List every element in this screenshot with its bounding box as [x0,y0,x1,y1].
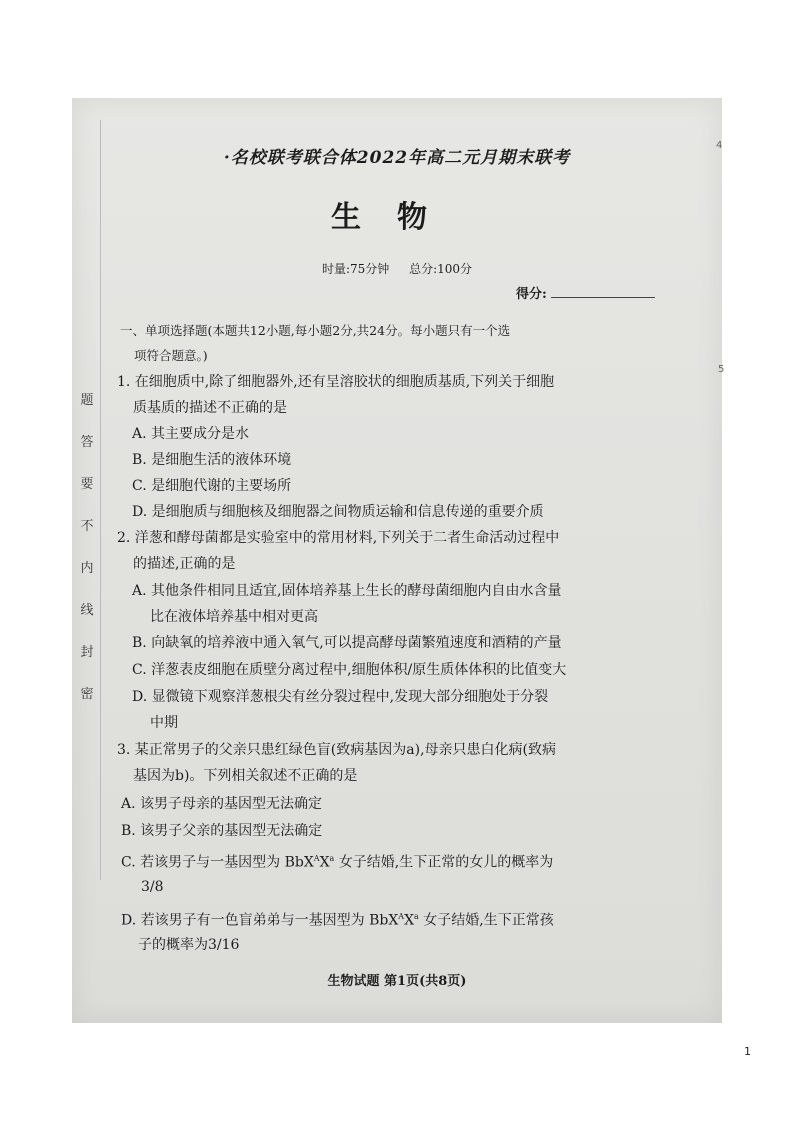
exam-meta [0,260,794,277]
q1-stem: 1. 在细胞质中,除了细胞器外,还有呈溶胶状的细胞质基质,下列关于细胞 [117,374,555,390]
seal-line-warning [79,380,95,716]
seal-char: 答 [80,435,94,450]
q2-option-a: A. 其他条件相同且适宜,固体培养基上生长的酵母菌细胞内自由水含量 [132,583,562,599]
seal-char: 线 [80,603,94,618]
q3-option-b: B. 该男子父亲的基因型无法确定 [121,823,323,839]
q2-stem-cont: 的描述,正确的是 [133,556,236,572]
seal-char: 封 [80,645,94,660]
q2-option-a-cont: 比在液体培养基中相对更高 [150,609,318,625]
section-heading-cont: 项符合题意。) [134,348,208,363]
q2-option-c: C. 洋葱表皮细胞在质壁分离过程中,细胞体积/原生质体体积的比值变大 [132,662,567,678]
page-footer: 生物试题 第1页(共8页) [327,974,467,989]
q2-stem: 2. 洋葱和酵母菌都是实验室中的常用材料,下列关于二者生命活动过程中 [117,530,560,546]
q3-option-c: C. 若该男子与一基因型为 $BbX^AX^a$ 女子结婚,生下正常的女儿的概率为 [121,854,554,871]
section-heading: 一、单项选择题(本题共12小题,每小题2分,共24分。每小题只有一个选 [120,323,511,338]
score-field [516,283,655,302]
q1-option-a: A. 其主要成分是水 [132,426,250,442]
q3-option-c-cont: 3/8 [141,879,164,895]
exam-title: ·名校联考联合体2022年高二元月期末联考 [223,148,571,168]
q3-option-a: A. 该男子母亲的基因型无法确定 [121,796,323,812]
seal-char: 不 [80,519,94,534]
q3-stem: 3. 某正常男子的父亲只患红绿色盲(致病基因为a),母亲只患白化病(致病 [117,742,556,758]
edge-mark: 4 [716,140,723,151]
seal-char: 题 [80,393,94,408]
q3-stem-cont: 基因为b)。下列相关叙述不正确的是 [133,768,358,784]
seal-char: 要 [80,477,94,492]
total-score: 总分:100分 [409,262,473,276]
q1-stem-cont: 质基质的描述不正确的是 [133,400,287,416]
q3-option-d: D. 若该男子有一色盲弟弟与一基因型为 $BbX^AX^a$ 女子结婚,生下正常孩 [121,912,554,929]
score-blank [551,285,655,298]
page-number: 1 [744,1045,751,1058]
seal-char: 内 [80,561,94,576]
q1-option-b: B. 是细胞生活的液体环境 [132,452,292,468]
q2-option-d-cont: 中期 [150,715,178,731]
q2-option-d: D. 显微镜下观察洋葱根尖有丝分裂过程中,发现大部分细胞处于分裂 [132,689,549,705]
seal-char: 密 [80,687,94,702]
q1-option-c: C. 是细胞代谢的主要场所 [132,478,292,494]
score-label: 得分: [516,287,547,302]
q1-option-d: D. 是细胞质与细胞核及细胞器之间物质运输和信息传递的重要介质 [132,504,544,520]
q2-option-b: B. 向缺氧的培养液中通入氧气,可以提高酵母菌繁殖速度和酒精的产量 [132,635,562,651]
time-limit: 时量:75分钟 [321,262,390,276]
edge-mark: 5 [718,364,725,375]
subject-title: 生物 [331,200,463,235]
q3-option-d-cont: 子的概率为3/16 [138,937,240,953]
